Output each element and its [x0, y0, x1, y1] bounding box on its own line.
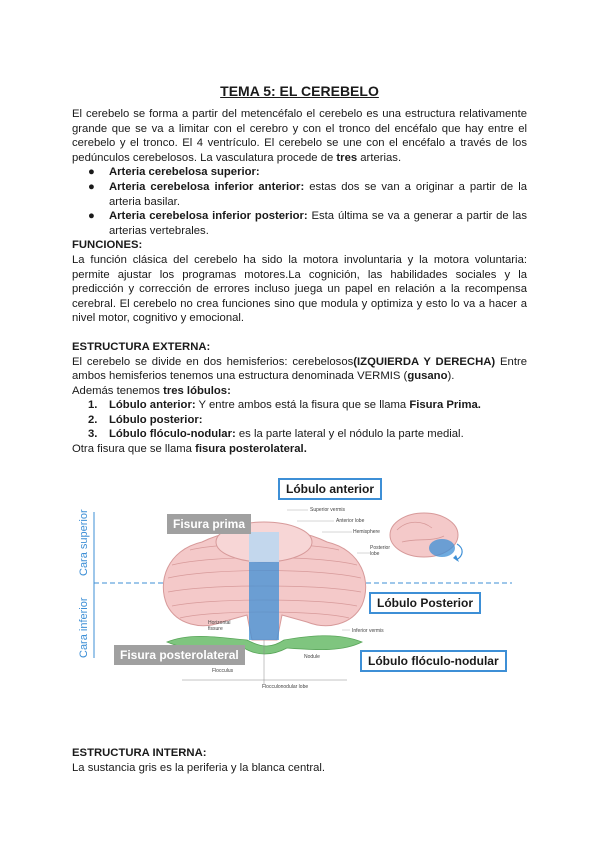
interna-heading: ESTRUCTURA INTERNA:	[72, 747, 207, 759]
funciones-paragraph: La función clásica del cerebelo ha sido la motora involuntaria y la motora voluntaria: permite ajustar los programas motores.La cognición, las habilidades sociales y la predicción y corrección de errores incluso juega un papel en relación a la recompensa cerebral. El cerebelo no crea funciones sino que modula y optimiza y esto lo va a hacer a nivel motor, cognitivo y emocional.	[72, 253, 527, 325]
lobes-list	[72, 398, 527, 442]
label-fisura-prima: Fisura prima	[167, 514, 251, 534]
label-anterior-lobe: Lóbulo anterior	[278, 478, 382, 500]
label-fisura-posterolateral: Fisura posterolateral	[114, 645, 245, 665]
list-item: 1. Lóbulo anterior: Y entre ambos está la fisura que se llama Fisura Prima.	[88, 399, 481, 412]
cerebellum-figure	[72, 470, 527, 700]
small-label-horizontal-fissure: Horizontal fissure	[208, 620, 231, 632]
bullet-icon: ●	[88, 210, 95, 223]
list-item: ● Arteria cerebelosa inferior posterior: Esta última se va a generar a partir de las arterias vertebrales.	[88, 210, 527, 237]
bullet-icon: ●	[88, 180, 95, 193]
lobes-intro: Además tenemos tres lóbulos:	[72, 384, 231, 397]
vermis-hatched	[249, 532, 279, 562]
small-label-posterior-lobe: Posterior lobe	[370, 545, 391, 557]
label-posterior-lobe: Lóbulo Posterior	[369, 592, 481, 614]
document-body	[72, 82, 527, 457]
externa-heading: ESTRUCTURA EXTERNA:	[72, 340, 211, 353]
small-label-flocculus: Flocculus	[212, 668, 234, 674]
funciones-heading: FUNCIONES:	[72, 239, 143, 252]
cara-inferior-label: Cara inferior	[78, 597, 90, 658]
small-label-inferior-vermis: Inferior vermis	[352, 628, 384, 634]
externa-paragraph: El cerebelo se divide en dos hemisferios: cerebelosos(IZQUIERDA Y DERECHA) Entre ambos hemisferios tenemos una estructura denominada VERMIS (gusano).	[72, 355, 528, 383]
list-item: 3. Lóbulo flóculo-nodular: es la parte lateral y el nódulo la parte medial.	[88, 428, 464, 441]
arteries-list	[72, 165, 527, 238]
interna-section	[72, 746, 527, 775]
small-label-nodule: Nodule	[304, 654, 320, 660]
label-flocculonodular-lobe: Lóbulo flóculo-nodular	[360, 650, 507, 672]
small-label-superior-vermis: Superior vermis	[310, 507, 346, 513]
intro-paragraph: El cerebelo se forma a partir del metencéfalo el cerebelo es una estructura relativamente grande que se va a limitar con el cerebro y con el tronco del encéfalo que hay entre el cerebelo y el tronco. El 4 ventrículo. El cerebelo se une con el encéfalo a través de los pedúnculos cerebelosos. La vasculatura procede de tres arterias.	[72, 108, 527, 164]
list-item: ● Arteria cerebelosa superior:	[88, 166, 260, 179]
page-title: TEMA 5: EL CEREBELO	[220, 83, 379, 99]
cara-superior-label: Cara superior	[78, 509, 90, 576]
brain-icon	[390, 513, 462, 562]
other-fissure: Otra fisura que se llama fisura posterolateral.	[72, 443, 307, 456]
list-item: ● Arteria cerebelosa inferior anterior: estas dos se van a originar a partir de la arteria basilar.	[88, 180, 527, 208]
small-label-flocculonodular-lobe: Flocculonodular lobe	[262, 684, 309, 690]
interna-paragraph: La sustancia gris es la periferia y la blanca central.	[72, 761, 326, 774]
bullet-icon: ●	[88, 166, 95, 179]
list-item: 2. Lóbulo posterior:	[88, 413, 203, 426]
small-label-hemisphere: Hemisphere	[353, 529, 380, 535]
small-label-anterior-lobe: Anterior lobe	[336, 518, 365, 524]
